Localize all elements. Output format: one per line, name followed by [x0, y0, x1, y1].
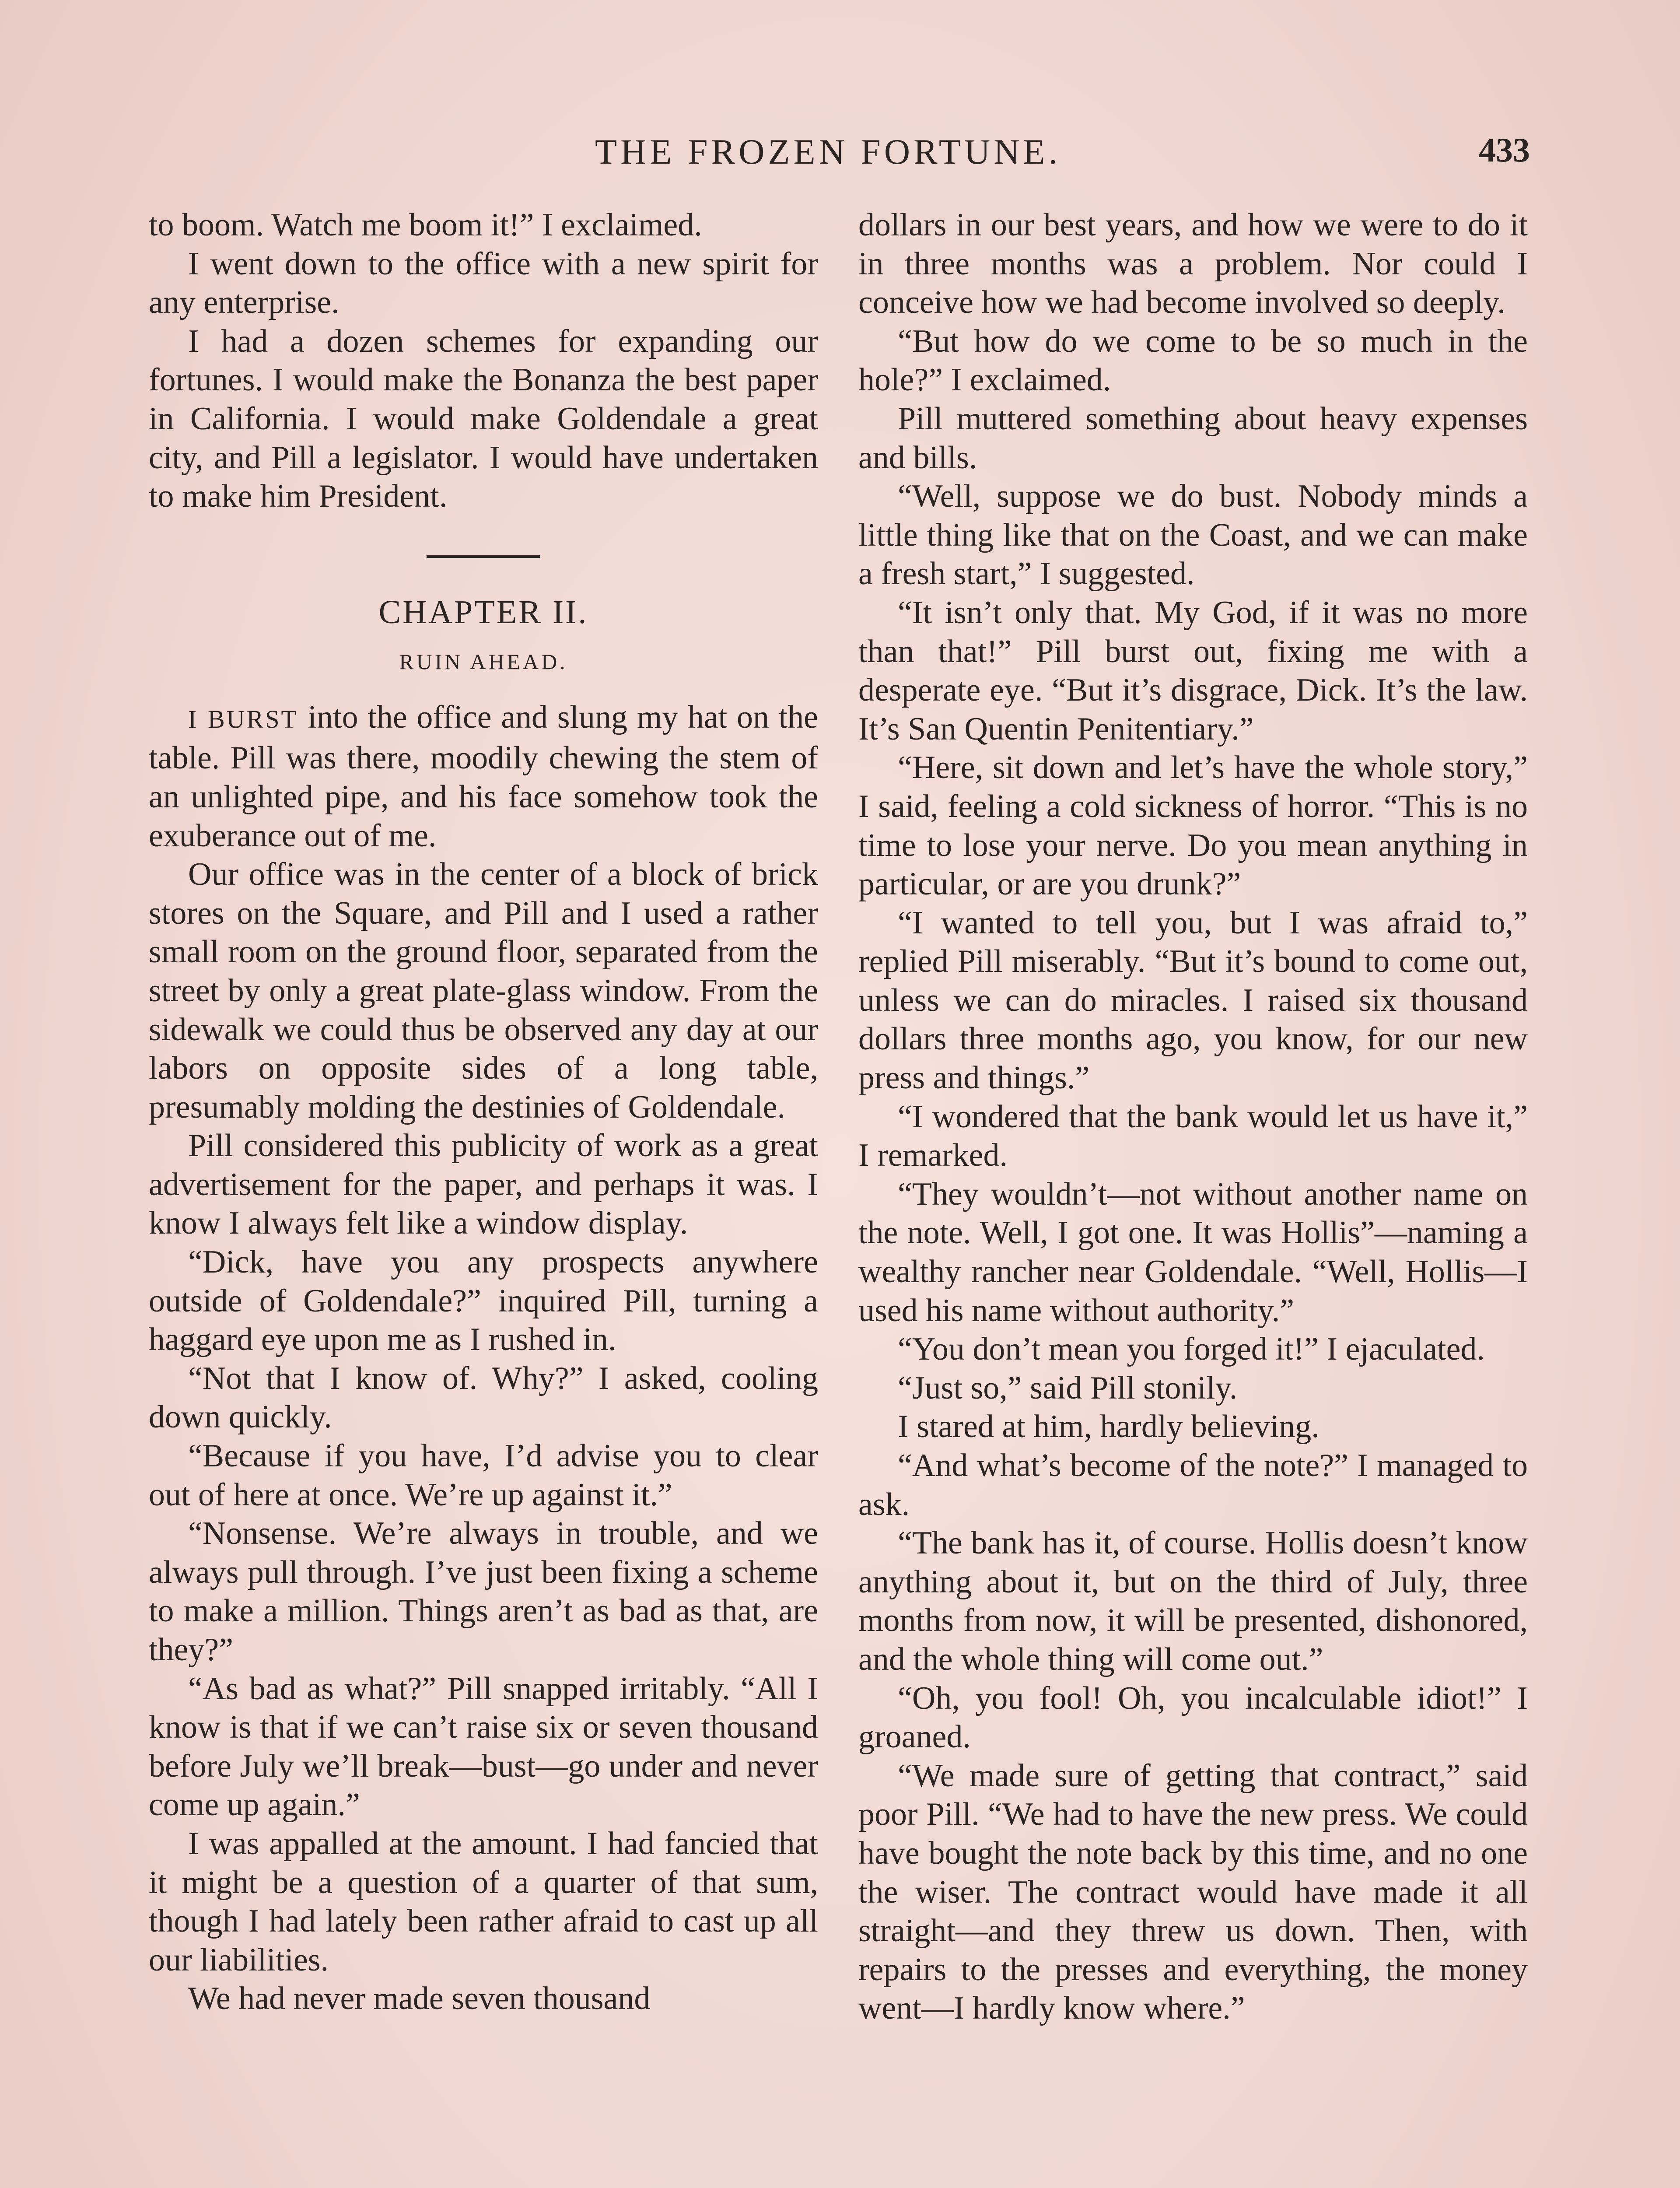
- section-divider: [427, 555, 540, 558]
- paragraph: “Oh, you fool! Oh, you incalculable idiot!” I groaned.: [858, 1680, 1528, 1755]
- paragraph: I stared at him, hardly believing.: [898, 1409, 1320, 1445]
- paragraph: We had never made seven thousand: [188, 1981, 651, 2017]
- paragraph: “They wouldn’t—not without another name on the note. Well, I got one. It was Hollis”—naming a wealthy rancher near Goldendale. “Well, Hollis—I used his name without authority.”: [858, 1176, 1528, 1329]
- paragraph: I went down to the office with a new spirit for any enterprise.: [149, 245, 818, 321]
- paragraph: “I wanted to tell you, but I was afraid to,” replied Pill miserably. “But it’s bound to come out, unless we can do miracles. I raised six thousand dollars three months ago, you know, for our new press and things.”: [858, 905, 1528, 1096]
- paragraph: “Here, sit down and let’s have the whole story,” I said, feeling a cold sickness of horror. “This is no time to lose your nerve. Do you mean anything in particular, or are you drunk?”: [858, 750, 1528, 902]
- paragraph: “It isn’t only that. My God, if it was no more than that!” Pill burst out, fixing me with a desperate eye. “But it’s disgrace, Dick. It’s the law. It’s San Quentin Penitentiary.”: [858, 594, 1528, 747]
- paragraph: “Well, suppose we do bust. Nobody minds a little thing like that on the Coast, and we can make a fresh start,” I suggested.: [858, 478, 1528, 592]
- paragraph: “Nonsense. We’re always in trouble, and we always pull through. I’ve just been fixing a scheme to make a million. Things aren’t as bad as that, are they?”: [149, 1515, 818, 1668]
- paragraph: “Not that I know of. Why?” I asked, cooling down quickly.: [149, 1360, 818, 1435]
- running-title: THE FROZEN FORTUNE.: [595, 132, 1061, 172]
- paragraph: “Dick, have you any prospects anywhere outside of Goldendale?” inquired Pill, turning a haggard eye upon me as I rushed in.: [149, 1244, 818, 1358]
- chapter-title: CHAPTER II.: [378, 593, 588, 631]
- paragraph: Pill considered this publicity of work as a great advertisement for the paper, and perhaps it was. I know I always felt like a window display.: [149, 1128, 818, 1241]
- opening-text: into the office and slung my hat on the table. Pill was there, moodily chewing the stem of an unlighted pipe, and his face somehow took the exuberance out of me.: [149, 699, 818, 854]
- paragraph: “The bank has it, of course. Hollis doesn’t know anything about it, but on the third of July, three months from now, it will be presented, dishonored, and the whole thing will come out.”: [858, 1525, 1528, 1677]
- paragraph: “Because if you have, I’d advise you to clear out of here at once. We’re up against it.”: [149, 1438, 818, 1513]
- paragraph: Pill muttered something about heavy expenses and bills.: [858, 400, 1528, 476]
- paragraph: “But how do we come to be so much in the hole?” I exclaimed.: [858, 323, 1528, 398]
- chapter-subtitle: RUIN AHEAD.: [399, 649, 568, 674]
- paragraph: “We made sure of getting that contract,” said poor Pill. “We had to have the new press. We could have bought the note back by this time, and no one the wiser. The contract would have made it all straight—and they threw us down. Then, with repairs to the presses and everything, the money went—I hardly know where.”: [858, 1757, 1528, 2027]
- paragraph: “Just so,” said Pill stonily.: [898, 1370, 1238, 1406]
- right-column: [858, 206, 1528, 2028]
- left-column: [149, 206, 818, 2018]
- paragraph: to boom. Watch me boom it!” I exclaimed.: [149, 207, 702, 243]
- opening-words: I BURST: [188, 705, 298, 733]
- paragraph: “I wondered that the bank would let us have it,” I remarked.: [858, 1098, 1528, 1174]
- paragraph: “As bad as what?” Pill snapped irritably. “All I know is that if we can’t raise six or seven thousand before July we’ll break—bust—go under and never come up again.”: [149, 1670, 818, 1823]
- paragraph: “You don’t mean you forged it!” I ejaculated.: [898, 1331, 1485, 1368]
- paragraph: “And what’s become of the note?” I managed to ask.: [858, 1448, 1528, 1522]
- paragraph: dollars in our best years, and how we were to do it in three months was a problem. Nor could I conceive how we had become involved so deeply.: [858, 207, 1528, 321]
- paragraph: I had a dozen schemes for expanding our fortunes. I would make the Bonanza the best paper in California. I would make Goldendale a great city, and Pill a legislator. I would have undertaken to make him President.: [149, 323, 818, 515]
- paragraph: Our office was in the center of a block of brick stores on the Square, and Pill and I used a rather small room on the ground floor, separated from the street by only a great plate-glass window. From the sidewalk we could thus be observed any day at our labors on opposite sides of a long table, presumably molding the destinies of Goldendale.: [149, 856, 818, 1125]
- paragraph: I was appalled at the amount. I had fancied that it might be a question of a quarter of that sum, though I had lately been rather afraid to cast up all our liabilities.: [149, 1825, 818, 1978]
- page-number: 433: [1479, 131, 1530, 169]
- chapter-opening-paragraph: [149, 698, 818, 855]
